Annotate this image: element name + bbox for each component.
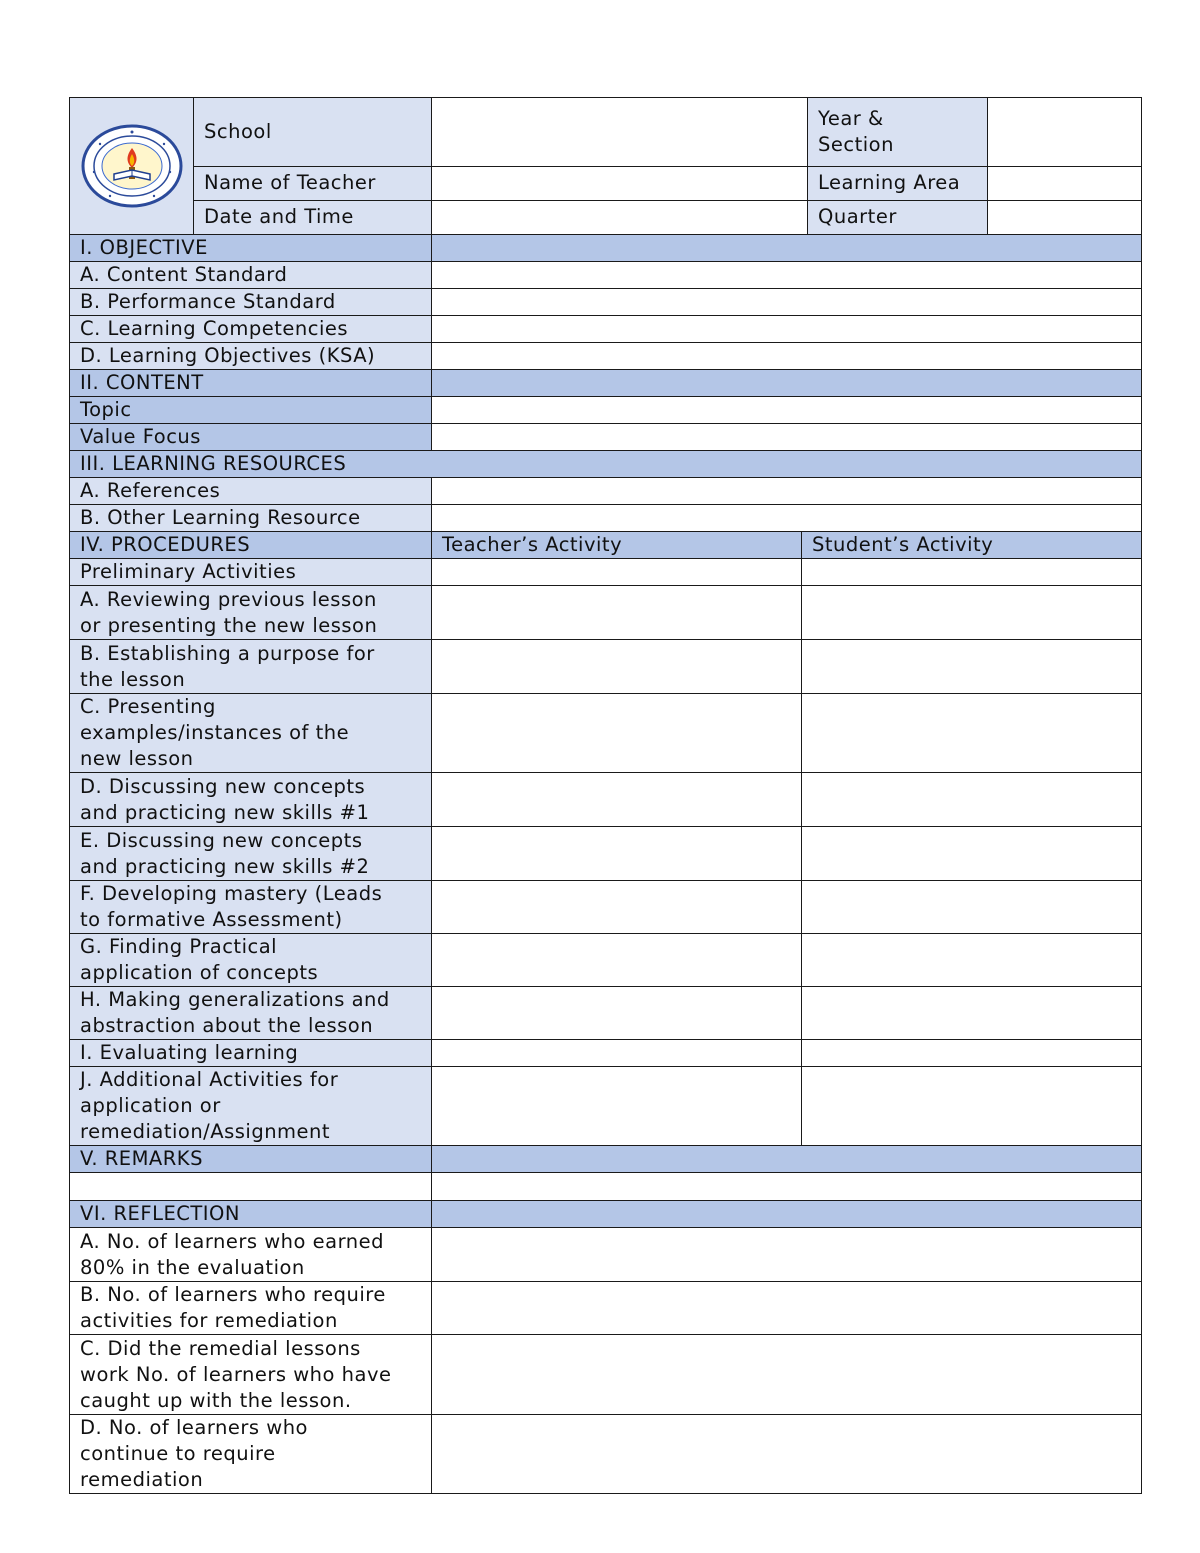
- procedure-row-label: C. Presenting examples/instances of the new lesson: [70, 694, 432, 773]
- section-resources: III. LEARNING RESOURCES: [70, 451, 1142, 478]
- school-field[interactable]: [432, 98, 808, 167]
- teacher-activity-cell[interactable]: [432, 987, 802, 1040]
- reflection-row-label: B. No. of learners who require activities for remediation: [70, 1282, 432, 1335]
- objective-row-label: D. Learning Objectives (KSA): [70, 343, 432, 370]
- section-content: II. CONTENT: [70, 370, 432, 397]
- student-activity-cell[interactable]: [802, 1067, 1142, 1146]
- section-remarks: V. REMARKS: [70, 1146, 432, 1173]
- section-objective-fill: [432, 235, 1142, 262]
- reflection-row-label: A. No. of learners who earned 80% in the evaluation: [70, 1228, 432, 1282]
- teacher-activity-cell[interactable]: [432, 827, 802, 881]
- college-seal-icon: [80, 124, 184, 208]
- objective-row-field[interactable]: [432, 343, 1142, 370]
- lesson-plan-form: [69, 97, 1141, 1494]
- procedure-row-label: Preliminary Activities: [70, 559, 432, 586]
- section-reflection-fill: [432, 1201, 1142, 1228]
- teacher-activity-cell[interactable]: [432, 773, 802, 827]
- content-row-label: Value Focus: [70, 424, 432, 451]
- learning-area-field[interactable]: [988, 166, 1142, 200]
- reflection-row-label: D. No. of learners who continue to require remediation: [70, 1415, 432, 1494]
- resource-row-field[interactable]: [432, 505, 1142, 532]
- school-logo: [70, 98, 194, 235]
- teacher-activity-cell[interactable]: [432, 694, 802, 773]
- reflection-row-label: C. Did the remedial lessons work No. of learners who have caught up with the lesson.: [70, 1335, 432, 1415]
- resource-row-field[interactable]: [432, 478, 1142, 505]
- teacher-activity-cell[interactable]: [432, 640, 802, 694]
- reflection-row-field[interactable]: [432, 1335, 1142, 1415]
- date-time-label: Date and Time: [194, 200, 432, 234]
- reflection-row-field[interactable]: [432, 1415, 1142, 1494]
- section-reflection: VI. REFLECTION: [70, 1201, 432, 1228]
- student-activity-cell[interactable]: [802, 881, 1142, 934]
- teacher-activity-cell[interactable]: [432, 586, 802, 640]
- year-section-label: Year & Section: [808, 98, 988, 167]
- procedure-row-label: B. Establishing a purpose for the lesson: [70, 640, 432, 694]
- procedure-row-label: G. Finding Practical application of concepts: [70, 934, 432, 987]
- section-remarks-fill: [432, 1146, 1142, 1173]
- quarter-field[interactable]: [988, 200, 1142, 234]
- resource-row-label: A. References: [70, 478, 432, 505]
- procedure-row-label: D. Discussing new concepts and practicing new skills #1: [70, 773, 432, 827]
- remarks-label-cell[interactable]: [70, 1173, 432, 1201]
- section-objective: I. OBJECTIVE: [70, 235, 432, 262]
- procedure-row-label: J. Additional Activities for application or remediation/Assignment: [70, 1067, 432, 1146]
- student-activity-cell[interactable]: [802, 559, 1142, 586]
- teacher-activity-cell[interactable]: [432, 934, 802, 987]
- procedure-row-label: H. Making generalizations and abstraction about the lesson: [70, 987, 432, 1040]
- section-content-fill: [432, 370, 1142, 397]
- teacher-field[interactable]: [432, 166, 808, 200]
- section-procedures: IV. PROCEDURES: [70, 532, 432, 559]
- procedure-row-label: F. Developing mastery (Leads to formative Assessment): [70, 881, 432, 934]
- lesson-plan-table: [69, 97, 1142, 1494]
- resource-row-label: B. Other Learning Resource: [70, 505, 432, 532]
- student-activity-header: Student’s Activity: [802, 532, 1142, 559]
- procedure-row-label: E. Discussing new concepts and practicing new skills #2: [70, 827, 432, 881]
- teacher-label: Name of Teacher: [194, 166, 432, 200]
- objective-row-label: B. Performance Standard: [70, 289, 432, 316]
- student-activity-cell[interactable]: [802, 934, 1142, 987]
- procedure-row-label: I. Evaluating learning: [70, 1040, 432, 1067]
- date-time-field[interactable]: [432, 200, 808, 234]
- teacher-activity-cell[interactable]: [432, 559, 802, 586]
- content-row-field[interactable]: [432, 424, 1142, 451]
- student-activity-cell[interactable]: [802, 827, 1142, 881]
- student-activity-cell[interactable]: [802, 987, 1142, 1040]
- quarter-label: Quarter: [808, 200, 988, 234]
- objective-row-field[interactable]: [432, 262, 1142, 289]
- remarks-field[interactable]: [432, 1173, 1142, 1201]
- school-label: School: [194, 98, 432, 167]
- student-activity-cell[interactable]: [802, 773, 1142, 827]
- student-activity-cell[interactable]: [802, 1040, 1142, 1067]
- student-activity-cell[interactable]: [802, 694, 1142, 773]
- reflection-row-field[interactable]: [432, 1282, 1142, 1335]
- content-row-label: Topic: [70, 397, 432, 424]
- objective-row-label: A. Content Standard: [70, 262, 432, 289]
- teacher-activity-cell[interactable]: [432, 881, 802, 934]
- objective-row-field[interactable]: [432, 316, 1142, 343]
- teacher-activity-cell[interactable]: [432, 1040, 802, 1067]
- teacher-activity-header: Teacher’s Activity: [432, 532, 802, 559]
- objective-row-field[interactable]: [432, 289, 1142, 316]
- student-activity-cell[interactable]: [802, 640, 1142, 694]
- procedure-row-label: A. Reviewing previous lesson or presenting the new lesson: [70, 586, 432, 640]
- student-activity-cell[interactable]: [802, 586, 1142, 640]
- content-row-field[interactable]: [432, 397, 1142, 424]
- reflection-row-field[interactable]: [432, 1228, 1142, 1282]
- learning-area-label: Learning Area: [808, 166, 988, 200]
- year-section-field[interactable]: [988, 98, 1142, 167]
- teacher-activity-cell[interactable]: [432, 1067, 802, 1146]
- objective-row-label: C. Learning Competencies: [70, 316, 432, 343]
